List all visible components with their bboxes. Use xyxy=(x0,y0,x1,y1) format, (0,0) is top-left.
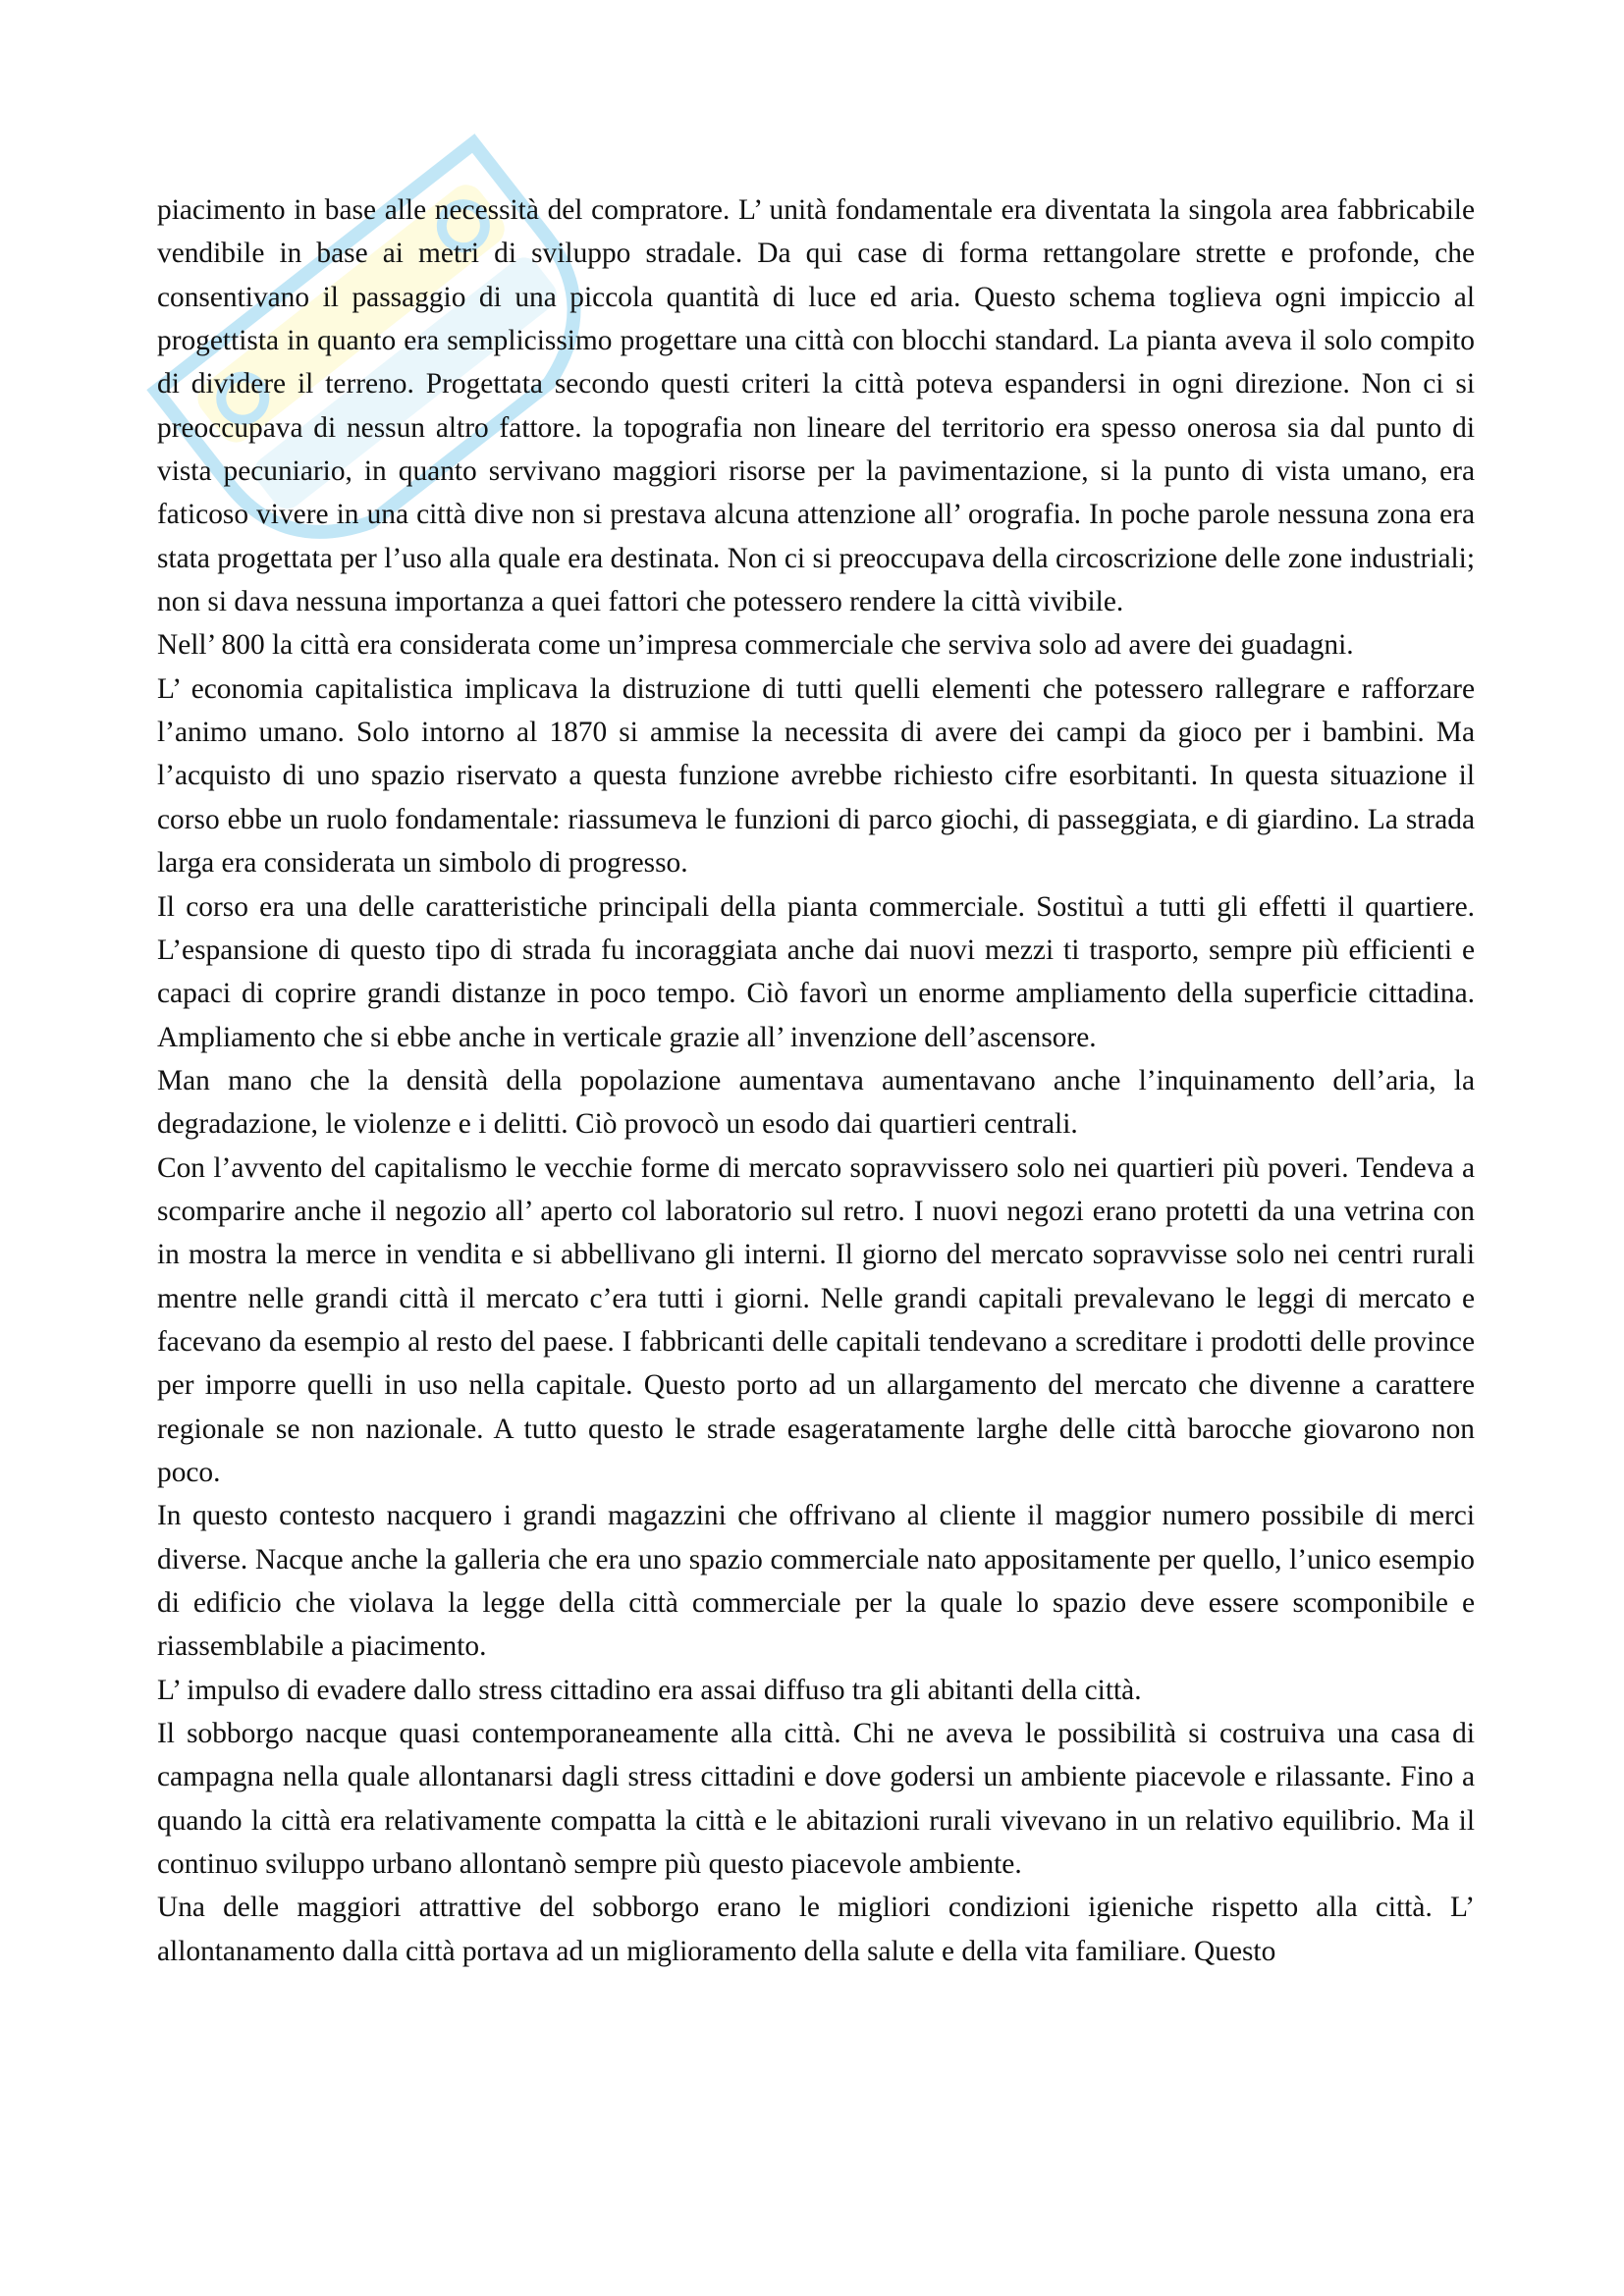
paragraph: Man mano che la densità della popolazione aumentava aumentavano anche l’inquinamento dell’aria, la degradazione, le violenze e i delitti. Ciò provocò un esodo dai quartieri centrali. xyxy=(157,1064,1475,1141)
paragraph: Il sobborgo nacque quasi contemporaneamente alla città. Chi ne aveva le possibilità si costruiva una casa di campagna nella quale allontanarsi dagli stress cittadini e dove godersi un ambiente piacevole e rilassante. Fino a quando la città era relativamente compatta la città e le abitazioni rurali vivevano in un relativo equilibrio. Ma il continuo sviluppo urbano allontanò sempre più questo piacevole ambiente. xyxy=(157,1718,1475,1881)
paragraph: Nell’ 800 la città era considerata come un’impresa commerciale che serviva solo ad avere dei guadagni. xyxy=(157,629,1354,662)
paragraph: L’ impulso di evadere dallo stress cittadino era assai diffuso tra gli abitanti della città. xyxy=(157,1674,1142,1706)
paragraph: L’ economia capitalistica implicava la distruzione di tutti quelli elementi che potessero rallegrare e rafforzare l’animo umano. Solo intorno al 1870 si ammise la necessita di avere dei campi da gioco per i bambini. Ma l’acquisto di uno spazio riservato a questa funzione avrebbe richiesto cifre esorbitanti. In questa situazione il corso ebbe un ruolo fondamentale: riassumeva le funzioni di parco giochi, di passeggiata, e di giardino. La strada larga era considerata un simbolo di progresso. xyxy=(157,672,1475,880)
paragraph: Con l’avvento del capitalismo le vecchie forme di mercato sopravvissero solo nei quartieri più poveri. Tendeva a scomparire anche il negozio all’ aperto col laboratorio sul retro. I nuovi negozi erano protetti da una vetrina con in mostra la merce in vendita e si abbellivano gli interni. Il giorno del mercato sopravvisse solo nei centri rurali mentre nelle grandi città il mercato c’era tutti i giorni. Nelle grandi capitali prevalevano le leggi di mercato e facevano da esempio al resto del paese. I fabbricanti delle capitali tendevano a screditare i prodotti delle province per imporre quelli in uso nella capitale. Questo porto ad un allargamento del mercato che divenne a carattere regionale se non nazionale. A tutto questo le strade esageratamente larghe delle città barocche giovarono non poco. xyxy=(157,1151,1475,1488)
paragraph: Il corso era una delle caratteristiche principali della pianta commerciale. Sostituì a tutti gli effetti il quartiere. L’espansione di questo tipo di strada fu incoraggiata anche dai nuovi mezzi ti trasporto, sempre più efficienti e capaci di coprire grandi distanze in poco tempo. Ciò favorì un enorme ampliamento della superficie cittadina. Ampliamento che si ebbe anche in verticale grazie all’ invenzione dell’ascensore. xyxy=(157,890,1475,1053)
document-body xyxy=(157,188,1475,1973)
paragraph: In questo contesto nacquero i grandi magazzini che offrivano al cliente il maggior numero possibile di merci diverse. Nacque anche la galleria che era uno spazio commerciale nato appositamente per quello, l’unico esempio di edificio che violava la legge della città commerciale per la quale lo spazio deve essere scomponibile e riassemblabile a piacimento. xyxy=(157,1500,1475,1663)
paragraph: piacimento in base alle necessità del compratore. L’ unità fondamentale era diventata la singola area fabbricabile vendibile in base ai metri di sviluppo stradale. Da qui case di forma rettangolare strette e profonde, che consentivano il passaggio di una piccola quantità di luce ed aria. Questo schema toglieva ogni impiccio al progettista in quanto era semplicissimo progettare una città con blocchi standard. La pianta aveva il solo compito di dividere il terreno. Progettata secondo questi criteri la città poteva espandersi in ogni direzione. Non ci si preoccupava di nessun altro fattore. la topografia non lineare del territorio era spesso onerosa sia dal punto di vista pecuniario, in quanto servivano maggiori risorse per la pavimentazione, si la punto di vista umano, era faticoso vivere in una città dive non si prestava alcuna attenzione all’ orografia. In poche parole nessuna zona era stata progettata per l’uso alla quale era destinata. Non ci si preoccupava della circoscrizione delle zone industriali; non si dava nessuna importanza a quei fattori che potessero rendere la città vivibile. xyxy=(157,194,1475,618)
paragraph: Una delle maggiori attrattive del sobborgo erano le migliori condizioni igieniche rispetto alla città. L’ allontanamento dalla città portava ad un miglioramento della salute e della vita familiare. Questo xyxy=(157,1892,1475,1967)
